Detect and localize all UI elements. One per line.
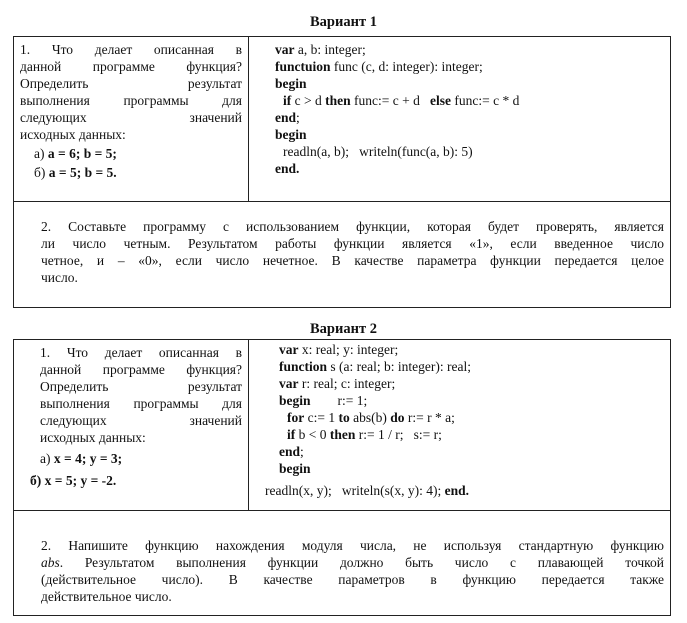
variant-2-row-divider bbox=[13, 510, 671, 511]
code-line: readln(x, y); writeln(s(x, y): 4); end. bbox=[265, 483, 469, 498]
code-line: end. bbox=[275, 161, 300, 176]
variant-2-question-1 bbox=[30, 344, 242, 489]
variant-2-code bbox=[265, 341, 665, 499]
code-line: if b < 0 then r:= 1 / r; s:= r; bbox=[287, 427, 442, 442]
question-line: число. bbox=[41, 270, 78, 285]
input-option-b: б) x = 5; y = -2. bbox=[30, 473, 117, 488]
question-line: 2. Напишите функцию нахождения модуля числа, не используя стандартную функцию bbox=[41, 538, 664, 553]
question-line: ли число четным. Результатом работы функции является «1», если введенное число bbox=[41, 236, 664, 251]
variant-1-title: Вариант 1 bbox=[310, 14, 377, 30]
variant-1-question-2 bbox=[41, 218, 664, 286]
code-line: functuion func (c, d: integer): integer; bbox=[275, 59, 483, 74]
code-line: begin bbox=[275, 127, 307, 142]
code-line: end; bbox=[279, 444, 304, 459]
question-line: 2. Составьте программу с использованием функции, которая будет проверять, является bbox=[41, 219, 664, 234]
code-line: begin r:= 1; bbox=[279, 393, 368, 408]
question-line: 1. Что делает описанная в bbox=[40, 345, 242, 360]
code-line: var x: real; y: integer; bbox=[279, 342, 399, 357]
question-line: четное, и – «0», если число нечетное. В качестве параметра функции передается целое bbox=[41, 253, 664, 268]
question-line: данной программе функция? bbox=[20, 59, 242, 74]
question-line: данной программе функция? bbox=[40, 362, 242, 377]
variant-1-code bbox=[275, 41, 665, 177]
question-line: 1. Что делает описанная в bbox=[20, 42, 242, 57]
variant-1-row-divider bbox=[13, 201, 671, 202]
question-line: (действительное число). В качестве параметров в функцию передается также bbox=[41, 572, 664, 587]
question-line: Определить результат bbox=[40, 379, 242, 394]
question-line: Определить результат bbox=[20, 76, 242, 91]
question-line: действительное число. bbox=[41, 589, 172, 604]
variant-1-question-1 bbox=[20, 41, 242, 181]
code-line: for c:= 1 to abs(b) do r:= r * a; bbox=[287, 410, 455, 425]
variant-2-column-divider bbox=[248, 339, 249, 510]
input-option-a: а) a = 6; b = 5; bbox=[34, 146, 117, 161]
question-line: следующих значений bbox=[20, 110, 242, 125]
code-line: begin bbox=[275, 76, 307, 91]
question-line: выполнения программы для bbox=[40, 396, 242, 411]
code-line: end; bbox=[275, 110, 300, 125]
variant-1-column-divider bbox=[248, 36, 249, 201]
variant-2-question-2 bbox=[41, 537, 664, 605]
question-line: исходных данных: bbox=[40, 430, 146, 445]
code-line: if c > d then func:= c + d else func:= c * d bbox=[283, 93, 520, 108]
input-option-a: а) x = 4; y = 3; bbox=[40, 451, 123, 466]
input-option-b: б) a = 5; b = 5. bbox=[34, 165, 117, 180]
question-line: abs. Результатом выполнения функции должно быть число с плавающей точкой bbox=[41, 555, 664, 570]
code-line: var a, b: integer; bbox=[275, 42, 366, 57]
variant-2-title: Вариант 2 bbox=[310, 321, 377, 337]
question-line: исходных данных: bbox=[20, 127, 126, 142]
code-line: readln(a, b); writeln(func(a, b): 5) bbox=[283, 144, 473, 159]
code-line: begin bbox=[279, 461, 311, 476]
question-line: следующих значений bbox=[40, 413, 242, 428]
code-line: var r: real; c: integer; bbox=[279, 376, 396, 391]
code-line: function s (a: real; b: integer): real; bbox=[279, 359, 471, 374]
question-line: выполнения программы для bbox=[20, 93, 242, 108]
